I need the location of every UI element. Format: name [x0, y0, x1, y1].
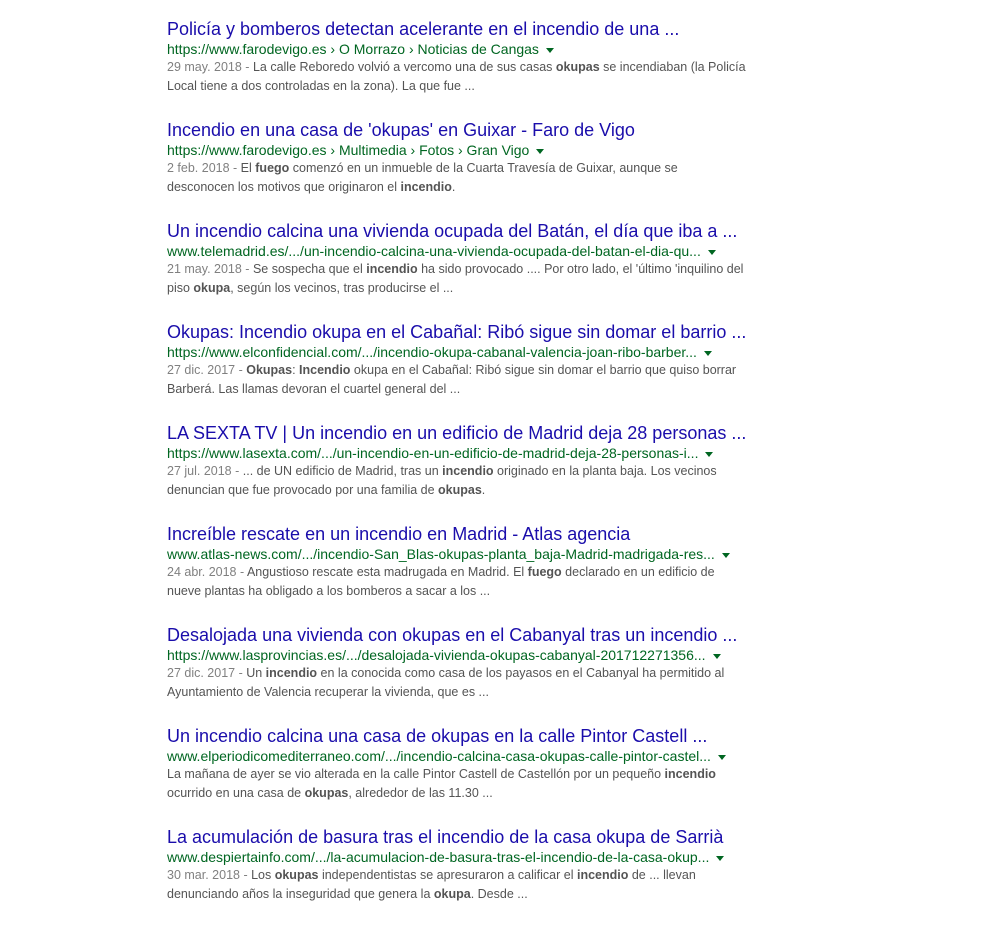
result-title-link[interactable]: Un incendio calcina una vivienda ocupada del Batán, el día que iba a ...: [167, 221, 738, 241]
result-snippet: [167, 664, 747, 702]
result-date: 24 abr. 2018 -: [167, 565, 247, 579]
result-date: 27 dic. 2017 -: [167, 363, 247, 377]
result-snippet: [167, 765, 747, 803]
result-title-link[interactable]: Policía y bomberos detectan acelerante en el incendio de una ...: [167, 19, 680, 39]
result-title-link[interactable]: Un incendio calcina una casa de okupas en la calle Pintor Castell ...: [167, 726, 708, 746]
search-result: [167, 422, 747, 523]
snippet-text: . Desde ...: [470, 887, 528, 901]
result-title-link[interactable]: LA SEXTA TV | Un incendio en un edificio de Madrid deja 28 personas ...: [167, 423, 747, 443]
result-url: https://www.lasexta.com/.../un-incendio-en-un-edificio-de-madrid-deja-28-personas-i...: [167, 445, 699, 461]
result-date: 30 mar. 2018 -: [167, 868, 252, 882]
snippet-text: okupa en el Cabañal: Ribó sigue sin domar el barrio que quiso borrar Barberá. Las llamas devoran el cuartel general del ...: [167, 363, 737, 396]
result-url-row: [167, 141, 747, 159]
snippet-keyword: Incendio: [299, 363, 351, 377]
result-date: 29 may. 2018 -: [167, 60, 253, 74]
snippet-text: Los: [251, 868, 275, 882]
snippet-text: :: [292, 363, 300, 377]
result-snippet: [167, 159, 747, 197]
snippet-text: .: [451, 180, 456, 194]
snippet-keyword: fuego: [527, 565, 562, 579]
result-url: https://www.farodevigo.es › Multimedia › Fotos › Gran Vigo: [167, 142, 530, 158]
snippet-text: La mañana de ayer se vio alterada en la calle Pintor Castell de Castellón por un pequeño: [167, 767, 665, 781]
search-result: [167, 18, 747, 119]
snippet-text: en la conocida como casa de los payasos en el Cabanyal ha permitido al Ayuntamiento de Valencia recuperar la vivienda, que es ...: [167, 666, 725, 699]
dropdown-arrow-icon[interactable]: [708, 250, 716, 255]
dropdown-arrow-icon[interactable]: [546, 48, 554, 53]
snippet-keyword: incendio: [576, 868, 629, 882]
snippet-keyword: okupas: [274, 868, 319, 882]
snippet-text: ocurrido en una casa de: [167, 786, 305, 800]
result-url: www.atlas-news.com/.../incendio-San_Blas-okupas-planta_baja-Madrid-madrigada-res...: [167, 546, 715, 562]
snippet-text: Un: [246, 666, 266, 680]
result-url-row: [167, 646, 747, 664]
snippet-text: declarado en un edificio de nueve plantas ha obligado a los bomberos a sacar a los ...: [167, 565, 715, 598]
snippet-text: .: [481, 483, 486, 497]
dropdown-arrow-icon[interactable]: [718, 755, 726, 760]
snippet-keyword: fuego: [255, 161, 290, 175]
result-url: https://www.elconfidencial.com/.../incendio-okupa-cabanal-valencia-joan-ribo-barber...: [167, 344, 697, 360]
dropdown-arrow-icon[interactable]: [716, 856, 724, 861]
search-result: [167, 826, 747, 927]
snippet-keyword: incendio: [366, 262, 418, 276]
dropdown-arrow-icon[interactable]: [704, 351, 712, 356]
result-snippet: [167, 462, 747, 500]
dropdown-arrow-icon[interactable]: [705, 452, 713, 457]
result-snippet: [167, 58, 747, 96]
result-url-row: [167, 545, 747, 563]
snippet-text: , según los vecinos, tras producirse el ...: [230, 281, 454, 295]
snippet-keyword: okupas: [438, 483, 482, 497]
snippet-text: ... de UN edificio de Madrid, tras un: [242, 464, 443, 478]
snippet-text: de ... llevan denunciando años la inseguridad que genera la: [167, 868, 696, 901]
result-url-row: [167, 242, 747, 260]
result-title-link[interactable]: Okupas: Incendio okupa en el Cabañal: Ribó sigue sin domar el barrio ...: [167, 322, 747, 342]
result-title-link[interactable]: Increíble rescate en un incendio en Madrid - Atlas agencia: [167, 524, 631, 544]
snippet-keyword: incendio: [664, 767, 716, 781]
result-url: https://www.farodevigo.es › O Morrazo › Noticias de Cangas: [167, 41, 539, 57]
search-result: [167, 119, 747, 220]
search-result: [167, 725, 747, 826]
snippet-keyword: okupas: [555, 60, 600, 74]
search-result: [167, 220, 747, 321]
snippet-keyword: Okupas: [246, 363, 293, 377]
search-result: [167, 523, 747, 624]
result-snippet: [167, 866, 747, 904]
result-url: www.telemadrid.es/.../un-incendio-calcina-una-vivienda-ocupada-del-batan-el-dia-qu...: [167, 243, 701, 259]
snippet-text: originado en la planta baja. Los vecinos denuncian que fue provocado por una familia de: [167, 464, 717, 497]
result-url-row: [167, 444, 747, 462]
result-date: 2 feb. 2018 -: [167, 161, 241, 175]
snippet-text: ha sido provocado .... Por otro lado, el 'último 'inquilino del piso: [167, 262, 744, 295]
result-url-row: [167, 747, 747, 765]
search-result: [167, 321, 747, 422]
result-snippet: [167, 260, 747, 298]
dropdown-arrow-icon[interactable]: [536, 149, 544, 154]
dropdown-arrow-icon[interactable]: [713, 654, 721, 659]
dropdown-arrow-icon[interactable]: [722, 553, 730, 558]
result-title-link[interactable]: Incendio en una casa de 'okupas' en Guixar - Faro de Vigo: [167, 120, 635, 140]
result-url-row: [167, 848, 747, 866]
snippet-keyword: okupas: [304, 786, 349, 800]
result-url-row: [167, 40, 747, 58]
snippet-text: Angustioso rescate esta madrugada en Madrid. El: [246, 565, 528, 579]
snippet-text: , alrededor de las 11.30 ...: [348, 786, 493, 800]
result-date: 27 dic. 2017 -: [167, 666, 247, 680]
result-snippet: [167, 563, 747, 601]
snippet-text: Se sospecha que el: [252, 262, 367, 276]
result-url-row: [167, 343, 747, 361]
result-date: 27 jul. 2018 -: [167, 464, 243, 478]
snippet-text: independentistas se apresuraron a calificar el: [318, 868, 577, 882]
result-url: www.despiertainfo.com/.../la-acumulacion-de-basura-tras-el-incendio-de-la-casa-okup...: [167, 849, 710, 865]
snippet-keyword: okupa: [193, 281, 231, 295]
result-snippet: [167, 361, 747, 399]
search-result: [167, 624, 747, 725]
result-title-link[interactable]: Desalojada una vivienda con okupas en el Cabanyal tras un incendio ...: [167, 625, 738, 645]
result-date: 21 may. 2018 -: [167, 262, 253, 276]
snippet-keyword: incendio: [442, 464, 494, 478]
result-title-link[interactable]: La acumulación de basura tras el incendio de la casa okupa de Sarrià: [167, 827, 724, 847]
snippet-keyword: okupa: [433, 887, 471, 901]
snippet-keyword: incendio: [400, 180, 452, 194]
snippet-text: se incendiaban (la Policía Local tiene a dos controladas en la zona). La que fue ...: [167, 60, 746, 93]
snippet-text: comenzó en un inmueble de la Cuarta Travesía de Guixar, aunque se desconocen los motivos que originaron el: [167, 161, 678, 194]
result-url: www.elperiodicomediterraneo.com/.../incendio-calcina-casa-okupas-calle-pintor-castel...: [167, 748, 711, 764]
snippet-text: La calle Reboredo volvió a vercomo una de sus casas: [252, 60, 556, 74]
snippet-keyword: incendio: [265, 666, 318, 680]
search-results-list: [167, 18, 747, 927]
snippet-text: El: [240, 161, 256, 175]
result-url: https://www.lasprovincias.es/.../desalojada-vivienda-okupas-cabanyal-201712271356...: [167, 647, 706, 663]
